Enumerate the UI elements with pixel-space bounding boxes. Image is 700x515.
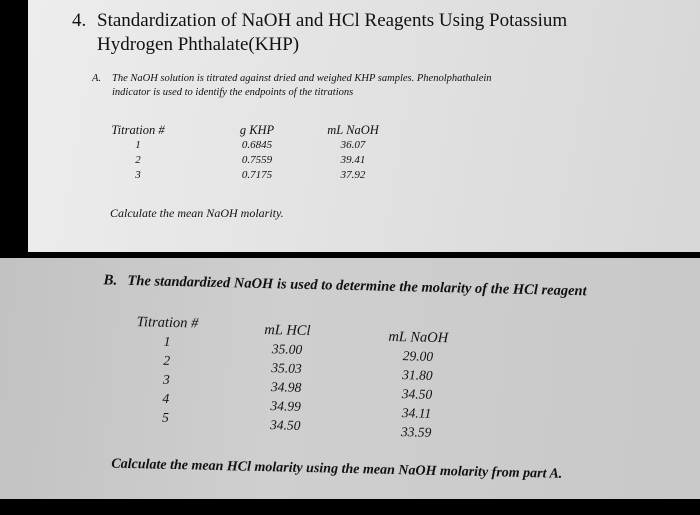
part-a-cell: 37.92	[340, 169, 366, 181]
part-a-label: A.	[92, 73, 102, 84]
part-b-intro: The standardized NaOH is used to determine the molarity of the HCl reagent	[127, 272, 587, 300]
part-b-cell: 33.59	[400, 424, 432, 440]
part-b-cell: 4	[162, 390, 170, 406]
problem-title-line1: Standardization of NaOH and HCl Reagents Using Potassium	[97, 10, 568, 31]
part-a-cell: 39.41	[340, 154, 366, 166]
part-a-cell: 2	[135, 154, 141, 166]
part-a-header-gkhp: g KHP	[239, 123, 275, 137]
part-b-col-mlnaoh	[376, 329, 459, 443]
part-a-cell: 3	[135, 169, 141, 181]
part-b-cell: 35.03	[271, 360, 302, 376]
part-b-header-mlnaoh: mL NaOH	[388, 328, 449, 347]
part-a-intro-line1: The NaOH solution is titrated against dried and weighed KHP samples. Phenolphathalein	[112, 73, 492, 84]
part-b-label: B.	[103, 272, 118, 289]
part-b-header-mlhcl: mL HCl	[264, 322, 311, 340]
part-b-cell: 2	[163, 352, 171, 368]
part-b-cell: 31.80	[402, 367, 433, 383]
part-b-cell: 34.50	[269, 417, 301, 433]
part-a-cell: 0.6845	[241, 139, 273, 151]
part-a-cell: 1	[135, 139, 141, 151]
part-b-cell: 34.11	[401, 405, 432, 421]
part-b-cell: 29.00	[402, 348, 434, 364]
part-a-header-mlnaoh: mL NaOH	[327, 123, 379, 137]
part-a-cell: 0.7175	[241, 169, 273, 181]
part-b-cell: 5	[161, 409, 169, 425]
part-a-header-titration: Titration #	[111, 123, 165, 137]
part-a-cell: 0.7559	[241, 154, 273, 166]
part-b-cell: 1	[163, 333, 171, 349]
part-b-question: Calculate the mean HCl molarity using the mean NaOH molarity from part A.	[111, 456, 563, 482]
part-b-cell: 34.50	[401, 386, 433, 402]
part-b-cell: 34.99	[270, 398, 302, 414]
part-a-question: Calculate the mean NaOH molarity.	[110, 206, 284, 220]
part-a-intro-line2: indicator is used to identify the endpoints of the titrations	[112, 87, 354, 98]
part-a-cell: 36.07	[340, 139, 366, 151]
part-b-col-titration	[124, 314, 209, 428]
part-b-col-mlhcl	[254, 322, 319, 435]
part-a-col-gkhp	[232, 123, 282, 183]
part-b-cell: 34.98	[270, 379, 302, 395]
part-b-header-titration: Titration #	[136, 314, 199, 332]
problem-title-line2: Hydrogen Phthalate(KHP)	[97, 34, 300, 55]
part-b-cell: 35.00	[271, 341, 303, 357]
problem-number: 4.	[72, 10, 87, 31]
part-a-col-titration	[108, 123, 168, 183]
part-b-cell: 3	[162, 371, 170, 387]
part-b-content	[0, 258, 700, 515]
part-a-col-mlnaoh	[322, 123, 384, 183]
